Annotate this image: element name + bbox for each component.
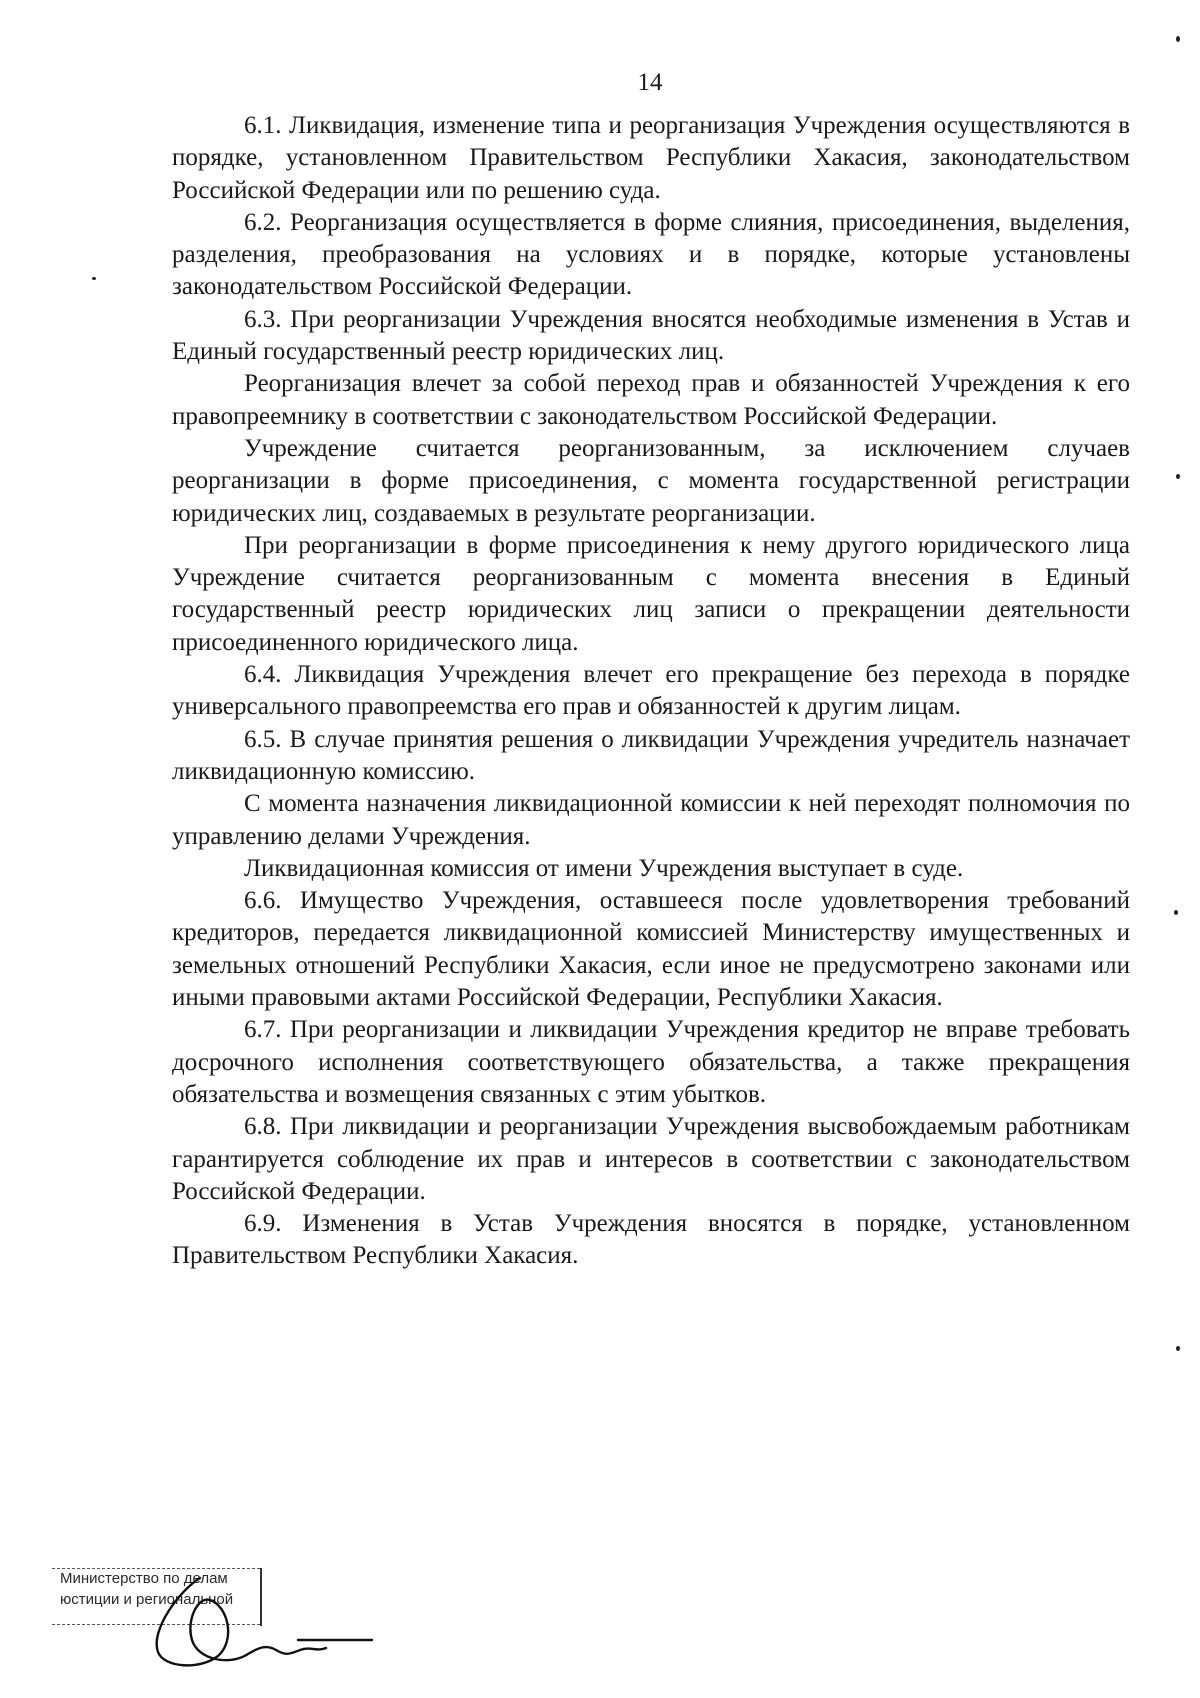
paragraph: Учреждение считается реорганизованным, за исключением случаев реорганизации в форме присоединения, с момента государственной регистрации юридических лиц, создаваемых в результате реорганизации. (172, 434, 1130, 527)
paragraph: 6.1. Ликвидация, изменение типа и реорганизация Учреждения осуществляются в порядке, установленном Правительством Республики Хакасия, законодательством Российской Федерации или по решению суда. (172, 112, 1130, 204)
paragraph: При реорганизации в форме присоединения к нему другого юридического лица Учреждение считается реорганизованным с момента внесения в Единый государственный реестр юридических лиц записи о прекращении деятельности присоединенного юридического лица. (172, 531, 1130, 656)
paragraph: Ликвидационная комиссия от имени Учреждения выступает в суде. (244, 854, 964, 882)
stamp-line: Министерство по делам (60, 1570, 228, 1587)
scan-speck (1176, 1346, 1180, 1351)
scan-speck (1176, 36, 1180, 42)
paragraph: 6.6. Имущество Учреждения, оставшееся после удовлетворения требований кредиторов, передается ликвидационной комиссией Министерству имущественных и земельных отношений Республики Хакасия, если иное не предусмотрено законами или иными правовыми актами Российской Федерации, Республики Хакасия. (172, 887, 1130, 1012)
stamp-rule (52, 1568, 260, 1569)
document-body (172, 110, 1130, 1273)
scan-speck (1174, 910, 1178, 915)
paragraph: С момента назначения ликвидационной комиссии к ней переходят полномочия по управлению делами Учреждения. (172, 790, 1130, 850)
paragraph: 6.7. При реорганизации и ликвидации Учреждения кредитор не вправе требовать досрочного исполнения соответствующего обязательства, а также прекращения обязательства и возмещения связанных с этим убытков. (172, 1016, 1130, 1108)
scan-speck (92, 277, 96, 280)
handwritten-signature (140, 1570, 390, 1680)
paragraph: 6.4. Ликвидация Учреждения влечет его прекращение без перехода в порядке универсального правопреемства его прав и обязанностей к другим лицам. (172, 661, 1130, 721)
paragraph: 6.5. В случае принятия решения о ликвидации Учреждения учредитель назначает ликвидационную комиссию. (172, 725, 1130, 785)
scan-speck (1176, 474, 1180, 479)
paragraph: 6.2. Реорганизация осуществляется в форме слияния, присоединения, выделения, разделения, преобразования на условиях и в порядке, которые установлены законодательством Российской Федерации. (172, 208, 1130, 301)
stamp-line: юстиции и региональной (60, 1591, 234, 1608)
paragraph: Реорганизация влечет за собой переход прав и обязанностей Учреждения к его правопреемнику в соответствии с законодательством Российской Федерации. (172, 370, 1130, 430)
paragraph: 6.3. При реорганизации Учреждения вносятся необходимые изменения в Устав и Единый государственный реестр юридических лиц. (172, 305, 1130, 366)
signature-stroke (157, 1578, 326, 1665)
paragraph: 6.8. При ликвидации и реорганизации Учреждения высвобождаемым работникам гарантируется соблюдение их прав и интересов в соответствии с законодательством Российской Федерации. (172, 1113, 1130, 1205)
paragraph: 6.9. Изменения в Устав Учреждения вносятся в порядке, установленном Правительством Республики Хакасия. (172, 1210, 1130, 1270)
page-number: 14 (637, 69, 663, 96)
